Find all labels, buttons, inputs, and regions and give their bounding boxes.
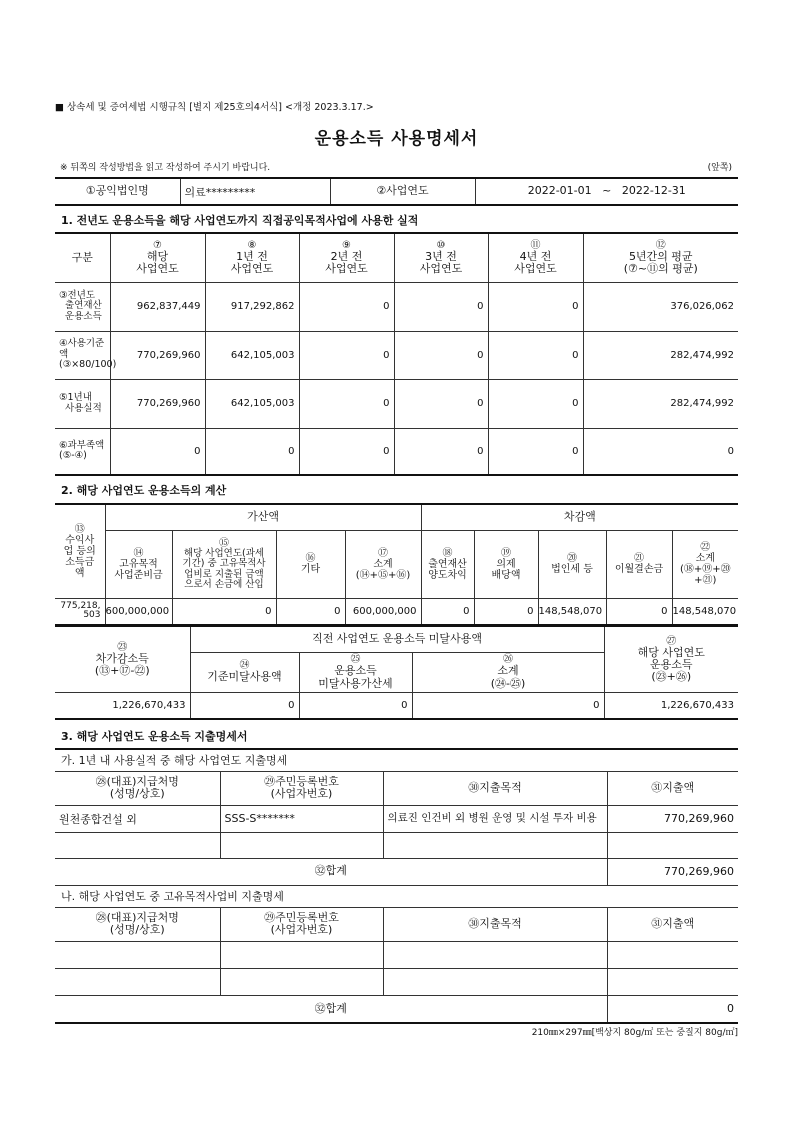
s1-row-label — [55, 331, 117, 379]
s2-h24 — [190, 652, 299, 692]
s1-col-label: 구분 — [55, 233, 110, 282]
s3-b-h28 — [55, 907, 220, 941]
s1-r3-l3: 운용소득 — [65, 310, 102, 322]
table-cell: 0 — [474, 598, 538, 625]
s2-h26-l1: 소계 — [497, 664, 519, 678]
table-cell — [607, 832, 738, 858]
info-table — [55, 177, 738, 206]
s2-h20-l1: 법인세 등 — [551, 564, 593, 575]
table-cell: 0 — [394, 331, 488, 379]
s2-h18 — [421, 530, 474, 598]
law-reference: ■ 상속세 및 증여세법 시행규칙 [별지 제25호의4서식] <개정 2023.3.17.> — [55, 102, 374, 113]
table-cell — [383, 968, 607, 995]
table-cell: 0 — [172, 598, 276, 625]
s2-h13-l1: 수익사 — [65, 534, 95, 546]
instruction-note: ※ 뒤쪽의 작성방법을 읽고 작성하여 주시기 바랍니다. — [60, 163, 271, 173]
s2-sub-label: 차감액 — [421, 504, 738, 530]
table-cell: 600,000,000 — [105, 598, 172, 625]
s2-v13-l2: 503 — [83, 610, 101, 621]
s1-h10-l2: 사업연도 — [419, 262, 463, 276]
table-cell: 962,837,449 — [110, 282, 205, 331]
s3-b-h31: ㉛지출액 — [607, 907, 738, 941]
table-cell — [55, 832, 220, 858]
s2-h25-l1: 운용소득 — [334, 664, 377, 678]
s2-h23 — [55, 626, 190, 692]
s1-h11-l2: 사업연도 — [514, 262, 557, 276]
table-cell — [220, 941, 383, 968]
s2-h23-l2: (⑬+⑰-㉒) — [94, 663, 150, 677]
table-cell: 0 — [488, 379, 583, 428]
s2-h24-l1: 기준미달사용액 — [207, 670, 282, 684]
s1-h11-num: ⑪ — [530, 240, 541, 252]
table-cell — [607, 968, 738, 995]
s1-h9-num: ⑨ — [342, 240, 351, 252]
table-cell: 0 — [421, 598, 474, 625]
table-cell: 0 — [299, 692, 412, 719]
s2-h17 — [345, 530, 421, 598]
s2-h18-l1: 출연재산 — [428, 558, 467, 570]
s3-b-h29-l2: (사업자번호) — [270, 923, 333, 936]
s1-header-12 — [583, 233, 738, 282]
year-end: 2022-12-31 — [621, 184, 686, 198]
table-cell — [220, 968, 383, 995]
s1-r5-l2: 사용실적 — [65, 402, 102, 414]
s2-h14-num: ⑭ — [133, 547, 144, 559]
s1-h12-l2: (⑦~⑪의 평균) — [623, 262, 698, 276]
s2-h22-l2: (⑱+⑲+⑳ — [679, 564, 731, 575]
s1-h12-num: ⑫ — [655, 240, 666, 252]
section1-title: 1. 전년도 운용소득을 해당 사업연도까지 직접공익목적사업에 사용한 실적 — [61, 214, 419, 227]
table-cell: 0 — [110, 428, 205, 475]
s3-h29-l1: ㉙주민등록번호 — [264, 774, 339, 788]
table-cell: 0 — [394, 379, 488, 428]
s2-h13-num: ⑬ — [74, 523, 85, 535]
s2-h16 — [276, 530, 345, 598]
section1-table — [55, 232, 738, 476]
s3-h28 — [55, 771, 220, 805]
s1-h8-num: ⑧ — [247, 240, 257, 252]
s2-v13 — [55, 598, 105, 625]
s2-h20-num: ⑳ — [567, 553, 578, 564]
s2-h15-l3: 업비로 지출된 금액 — [184, 568, 264, 580]
s3-b-total-value: 0 — [607, 995, 738, 1023]
s3-b-h28-l2: (성명/상호) — [109, 923, 165, 936]
business-year-label: ②사업연도 — [330, 178, 475, 205]
s2-h13-l2: 업 등의 — [63, 545, 96, 557]
s1-r3-l1: ③전년도 — [59, 289, 96, 301]
s3-h29 — [220, 771, 383, 805]
s2-h24-num: ㉔ — [239, 660, 250, 672]
table-cell: 642,105,003 — [205, 331, 299, 379]
s2-h27 — [604, 626, 738, 692]
s1-row-label — [55, 428, 110, 475]
table-cell: 1,226,670,433 — [604, 692, 738, 719]
s2-h21-num: ㉑ — [634, 553, 645, 564]
year-start: 2022-01-01 — [527, 184, 592, 198]
s2-h27-l1: 해당 사업연도 — [637, 645, 705, 659]
s1-h9-l2: 사업연도 — [325, 262, 368, 276]
table-cell: 0 — [412, 692, 604, 719]
table-cell: 0 — [276, 598, 345, 625]
paper-spec: 210㎜×297㎜[백상지 80g/㎡ 또는 중질지 80g/㎡] — [531, 1028, 738, 1038]
s3-h29-l2: (사업자번호) — [270, 787, 333, 800]
s2-v13-l1: 775,218, — [60, 600, 101, 611]
s2-h15-num: ⑮ — [219, 537, 229, 549]
table-cell: 1,226,670,433 — [55, 692, 190, 719]
s3-b-h30: ㉚지출목적 — [383, 907, 607, 941]
s1-header-8 — [205, 233, 299, 282]
table-cell: 282,474,992 — [583, 379, 738, 428]
s2-h26-l2: (㉔-㉕) — [490, 676, 526, 690]
s3-b-h29 — [220, 907, 383, 941]
s3-h28-l1: ㉘(대표)지급처명 — [95, 774, 179, 788]
s2-h27-num: ㉗ — [666, 635, 677, 647]
table-cell: 0 — [190, 692, 299, 719]
s1-header-7 — [110, 233, 205, 282]
table-cell — [383, 832, 607, 858]
table-cell: 770,269,960 — [110, 331, 205, 379]
s2-h14-l1: 고유목적 — [119, 558, 158, 570]
section2-table-a — [55, 503, 738, 626]
business-year-value — [475, 178, 738, 205]
s2-h25 — [299, 652, 412, 692]
s2-h21 — [606, 530, 672, 598]
table-cell: 원천종합건설 외 — [55, 805, 220, 832]
s1-r4-l2: (③×80/100) — [59, 359, 117, 371]
s2-h16-l1: 기타 — [300, 564, 321, 575]
s2-h14-l2: 사업준비금 — [114, 569, 163, 581]
s2-h17-l1: 소계 — [373, 558, 393, 570]
s3-h30: ㉚지출목적 — [383, 771, 607, 805]
section3-title: 3. 해당 사업연도 운용소득 지출명세서 — [61, 730, 248, 743]
s2-h20 — [538, 530, 606, 598]
s1-row-label — [55, 282, 110, 331]
table-row — [55, 692, 738, 719]
s1-h7-l1: 해당 — [146, 250, 169, 264]
s3-b-h28-l1: ㉘(대표)지급처명 — [95, 910, 179, 924]
page-side-label: (앞쪽) — [707, 163, 732, 173]
s2-h15-l2: 기간) 중 고유목적사 — [182, 558, 266, 570]
table-row — [55, 598, 738, 625]
s3-b-h29-l1: ㉙주민등록번호 — [264, 910, 339, 924]
year-tilde: ~ — [602, 184, 612, 198]
s1-h7-num: ⑦ — [153, 240, 162, 252]
table-row — [55, 995, 738, 1023]
table-cell: 0 — [299, 428, 394, 475]
s2-h18-l2: 양도차익 — [428, 569, 467, 581]
section3-table — [55, 748, 738, 1024]
s2-h27-l2: 운용소득 — [650, 657, 693, 671]
s2-h13-l4: 액 — [74, 567, 85, 579]
table-cell: SSS-S******* — [220, 805, 383, 832]
s2-h14 — [105, 530, 172, 598]
s3-sub-a: 가. 1년 내 사용실적 중 해당 사업연도 지출명세 — [55, 749, 738, 771]
table-cell: 0 — [583, 428, 738, 475]
s1-h12-l1: 5년간의 평균 — [628, 250, 693, 264]
s1-r6-l2: (⑤-④) — [59, 450, 87, 462]
s1-header-10 — [394, 233, 488, 282]
table-cell — [55, 968, 220, 995]
table-cell: 770,269,960 — [607, 805, 738, 832]
table-cell — [220, 832, 383, 858]
section2-title: 2. 해당 사업연도 운용소득의 계산 — [61, 484, 227, 497]
s2-h15-l1: 해당 사업연도(과세 — [183, 547, 265, 559]
s2-h19-l1: 의제 — [496, 558, 516, 570]
s3-h28-l2: (성명/상호) — [109, 787, 165, 800]
s2-h19-num: ⑲ — [501, 547, 512, 559]
table-cell: 0 — [394, 282, 488, 331]
s1-row-label — [55, 379, 110, 428]
s3-sub-b: 나. 해당 사업연도 중 고유목적사업비 지출명세 — [55, 885, 738, 907]
s2-h22-l1: 소계 — [695, 553, 715, 564]
s2-h17-l2: (⑭+⑮+⑯) — [355, 569, 411, 581]
table-cell: 642,105,003 — [205, 379, 299, 428]
s2-h26 — [412, 652, 604, 692]
table-row — [55, 832, 738, 858]
table-cell — [55, 941, 220, 968]
table-cell — [607, 941, 738, 968]
table-cell: 0 — [299, 379, 394, 428]
s3-b-total-label: ㉜합계 — [55, 995, 607, 1023]
table-row — [55, 379, 738, 428]
s1-h10-num: ⑩ — [436, 240, 446, 252]
s2-h22-num: ㉒ — [700, 542, 711, 553]
s2-h25-l2: 미달사용가산세 — [318, 676, 393, 690]
s2-h25-num: ㉕ — [350, 654, 361, 666]
s1-h8-l2: 사업연도 — [230, 262, 274, 276]
s3-a-total-value: 770,269,960 — [607, 858, 738, 885]
table-cell: 0 — [299, 331, 394, 379]
s1-h11-l1: 4년 전 — [519, 250, 552, 264]
table-cell: 0 — [488, 428, 583, 475]
s2-add-label: 가산액 — [105, 504, 421, 530]
s2-h13-l3: 소득금 — [65, 556, 95, 568]
s1-header-9 — [299, 233, 394, 282]
s2-h13 — [55, 504, 105, 598]
table-cell: 0 — [299, 282, 394, 331]
corp-name-label: ①공익법인명 — [55, 178, 180, 205]
s2-h17-num: ⑰ — [378, 547, 388, 559]
table-row — [55, 282, 738, 331]
table-row — [55, 428, 738, 475]
s2-h26-num: ㉖ — [503, 654, 514, 666]
s2-h15 — [172, 530, 276, 598]
form-title: 운용소득 사용명세서 — [314, 129, 479, 149]
table-row — [55, 968, 738, 995]
s1-r6-l1: ⑥과부족액 — [59, 439, 105, 451]
s2-h19 — [474, 530, 538, 598]
s2-h23-l1: 차가감소득 — [95, 651, 149, 665]
s2-h16-num: ⑯ — [305, 553, 316, 564]
table-cell: 917,292,862 — [205, 282, 299, 331]
table-row — [55, 331, 738, 379]
table-cell: 148,548,070 — [538, 598, 606, 625]
table-row — [55, 805, 738, 832]
s2-h18-num: ⑱ — [442, 547, 453, 559]
s1-r3-l2: 출연재산 — [65, 300, 102, 312]
table-cell: 0 — [205, 428, 299, 475]
s2-prior-label: 직전 사업연도 운용소득 미달사용액 — [190, 626, 604, 652]
s2-h23-num: ㉓ — [117, 641, 128, 653]
s2-h27-l3: (㉓+㉖) — [651, 669, 692, 683]
table-cell: 282,474,992 — [583, 331, 738, 379]
s1-header-11 — [488, 233, 583, 282]
table-cell: 600,000,000 — [345, 598, 421, 625]
s1-h10-l1: 3년 전 — [425, 250, 457, 264]
s1-r4-l1: ④사용기준액 — [59, 338, 105, 360]
s1-h8-l1: 1년 전 — [236, 250, 268, 264]
s2-h22-l3: +㉑) — [694, 575, 717, 586]
s3-h31: ㉛지출액 — [607, 771, 738, 805]
s2-h22 — [672, 530, 738, 598]
table-cell: 0 — [488, 331, 583, 379]
table-row — [55, 941, 738, 968]
s1-h7-l2: 사업연도 — [136, 262, 179, 276]
corp-name-value: 의료********* — [180, 178, 330, 205]
s2-h19-l2: 배당액 — [491, 569, 521, 581]
s1-r5-l1: ⑤1년내 — [59, 392, 92, 404]
s2-h21-l1: 이월결손금 — [614, 564, 664, 575]
table-cell — [383, 941, 607, 968]
table-cell: 0 — [394, 428, 488, 475]
table-cell: 0 — [488, 282, 583, 331]
table-cell: 376,026,062 — [583, 282, 738, 331]
table-cell: 의료진 인건비 외 병원 운영 및 시설 투자 비용 — [383, 805, 607, 832]
s2-h15-l4: 으로서 손금에 산입 — [184, 578, 264, 590]
table-cell: 770,269,960 — [110, 379, 205, 428]
section2-table-b — [55, 625, 738, 720]
s1-h9-l1: 2년 전 — [330, 250, 363, 264]
table-row — [55, 858, 738, 885]
table-cell: 0 — [606, 598, 672, 625]
s3-a-total-label: ㉜합계 — [55, 858, 607, 885]
table-cell: 148,548,070 — [672, 598, 738, 625]
